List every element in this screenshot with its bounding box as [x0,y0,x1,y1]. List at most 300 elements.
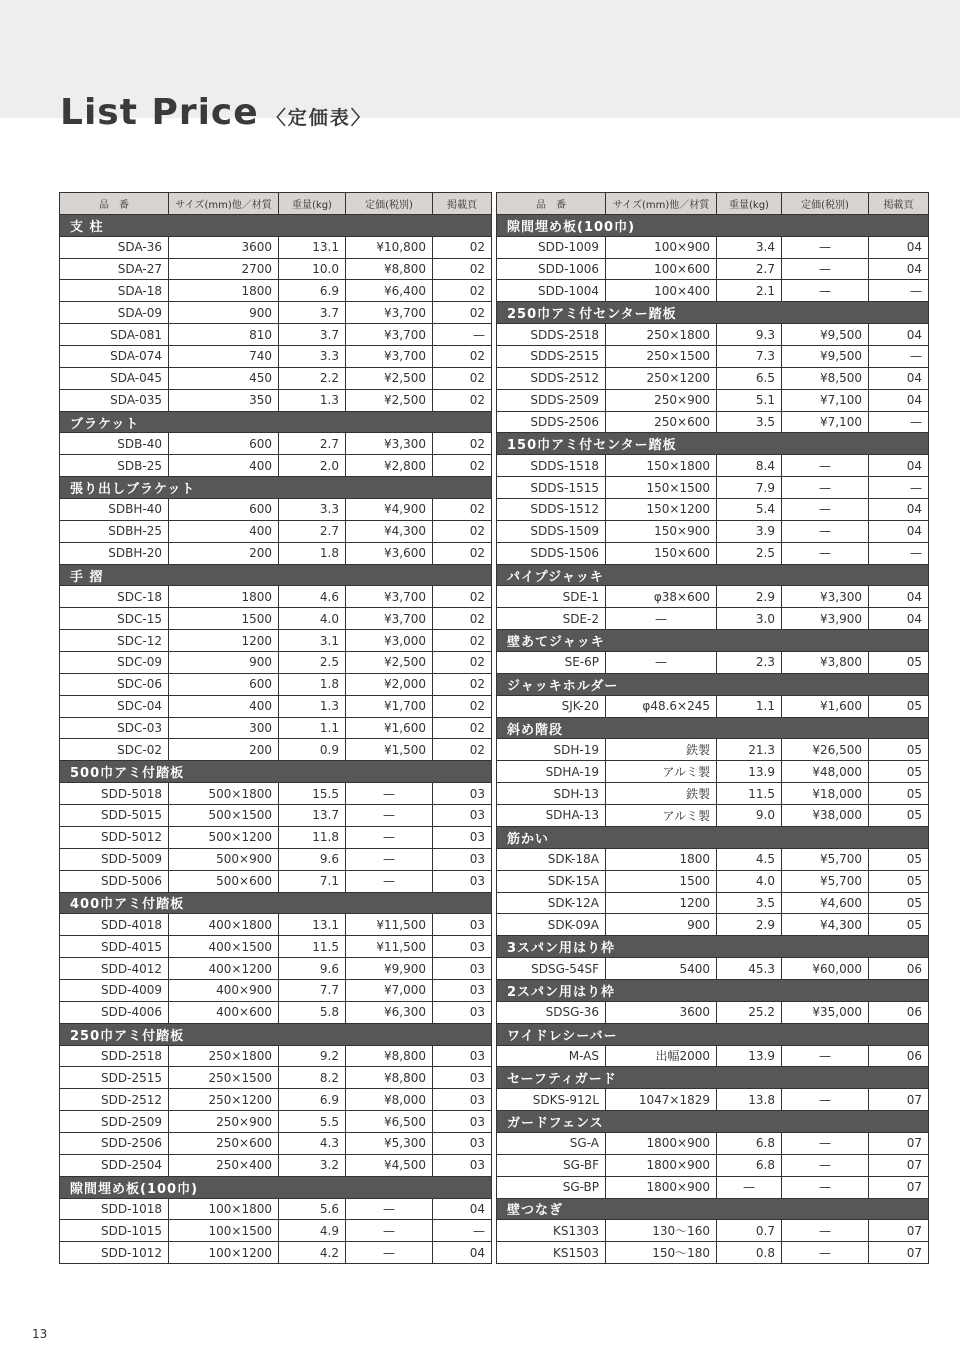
table-row [60,979,492,1001]
cell-weight: 8.4 [717,455,782,477]
cell-price: ¥3,700 [346,324,433,346]
price-table-right [496,192,929,1264]
cell-price: ¥3,300 [346,433,433,455]
cell-price: — [782,477,869,499]
cell-size: 500×900 [169,848,279,870]
cell-product-code: SDK-15A [497,870,606,892]
cell-product-code: SDDS-2506 [497,411,606,433]
cell-price: ¥3,900 [782,608,869,630]
cell-size: 100×1200 [169,1242,279,1264]
cell-size: 100×400 [606,280,717,302]
cell-weight: 3.7 [279,324,346,346]
cell-weight: 8.2 [279,1067,346,1089]
cell-page-ref: 06 [869,1001,929,1023]
cell-page-ref: 03 [433,979,492,1001]
table-row [497,892,929,914]
cell-page-ref: 02 [433,695,492,717]
table-row [60,324,492,346]
table-row [60,914,492,936]
table-row [497,280,929,302]
cell-weight: 5.6 [279,1198,346,1220]
cell-price: — [782,1154,869,1176]
cell-weight: 25.2 [717,1001,782,1023]
cell-product-code: SDD-5006 [60,870,169,892]
cell-page-ref: 03 [433,870,492,892]
cell-weight: 0.7 [717,1220,782,1242]
cell-price: ¥38,000 [782,805,869,827]
table-row [60,1242,492,1264]
cell-weight: 3.4 [717,236,782,258]
cell-size: 250×1800 [606,324,717,346]
cell-page-ref: 05 [869,652,929,674]
cell-size: 250×1500 [169,1067,279,1089]
table-row [60,389,492,411]
category-row [60,1176,492,1198]
cell-price: ¥6,300 [346,1001,433,1023]
cell-weight: 2.9 [717,914,782,936]
cell-price: — [346,870,433,892]
cell-size: 400×1800 [169,914,279,936]
cell-price: ¥5,700 [782,870,869,892]
table-row [497,1154,929,1176]
column-header-price: 定価(税別) [346,193,433,215]
category-label: パイプジャッキ [497,564,929,586]
category-row [60,761,492,783]
cell-product-code: SDB-40 [60,433,169,455]
category-row [497,979,929,1001]
table-row [60,717,492,739]
category-row [497,214,929,236]
cell-product-code: SDA-074 [60,346,169,368]
table-row [60,236,492,258]
cell-price: ¥35,000 [782,1001,869,1023]
cell-page-ref: 02 [433,739,492,761]
cell-page-ref: 07 [869,1176,929,1198]
cell-product-code: SDD-1006 [497,258,606,280]
cell-price: ¥3,300 [782,586,869,608]
cell-price: — [782,1220,869,1242]
cell-page-ref: 05 [869,870,929,892]
table-row [60,1067,492,1089]
cell-product-code: SDD-5012 [60,826,169,848]
cell-price: ¥8,800 [346,1045,433,1067]
cell-weight: 11.5 [279,936,346,958]
cell-price: ¥7,100 [782,411,869,433]
cell-price: — [782,520,869,542]
table-row [60,346,492,368]
cell-product-code: SDE-1 [497,586,606,608]
category-label: 筋かい [497,826,929,848]
cell-price: ¥4,300 [346,520,433,542]
column-header-page-ref: 掲載頁 [433,193,492,215]
cell-weight: 2.1 [717,280,782,302]
cell-price: ¥4,600 [782,892,869,914]
cell-page-ref: 05 [869,848,929,870]
cell-size: 150×1800 [606,455,717,477]
cell-page-ref: — [433,1220,492,1242]
table-row [497,258,929,280]
cell-product-code: SDDS-1518 [497,455,606,477]
cell-price: ¥3,700 [346,586,433,608]
column-header-weight: 重量(kg) [279,193,346,215]
cell-price: ¥2,800 [346,455,433,477]
cell-page-ref: 02 [433,280,492,302]
cell-size: 1500 [606,870,717,892]
cell-size: 250×600 [606,411,717,433]
cell-price: — [782,455,869,477]
cell-price: — [782,236,869,258]
cell-size: 100×900 [606,236,717,258]
category-label: 400巾アミ付踏板 [60,892,492,914]
cell-weight: 45.3 [717,958,782,980]
cell-weight: 3.9 [717,520,782,542]
cell-page-ref: 04 [869,455,929,477]
cell-price: — [346,1198,433,1220]
table-row [497,411,929,433]
header-row [60,193,492,215]
cell-weight: 9.3 [717,324,782,346]
table-row [60,302,492,324]
cell-page-ref: 04 [869,236,929,258]
cell-size: 400×1500 [169,936,279,958]
category-row [497,630,929,652]
cell-weight: 6.9 [279,1089,346,1111]
cell-product-code: SDE-2 [497,608,606,630]
cell-size: 130〜160 [606,1220,717,1242]
category-row [497,717,929,739]
cell-size: 500×1800 [169,783,279,805]
cell-page-ref: — [433,324,492,346]
cell-weight: 2.0 [279,455,346,477]
table-row [60,805,492,827]
column-header-size: サイズ(mm)他／材質 [169,193,279,215]
cell-page-ref: 02 [433,520,492,542]
cell-page-ref: — [869,542,929,564]
cell-price: ¥9,500 [782,346,869,368]
cell-price: ¥3,700 [346,346,433,368]
cell-page-ref: 03 [433,1111,492,1133]
cell-weight: 5.5 [279,1111,346,1133]
cell-weight: 2.2 [279,367,346,389]
category-row [497,1111,929,1133]
cell-page-ref: 03 [433,1089,492,1111]
category-row [60,564,492,586]
cell-page-ref: 03 [433,914,492,936]
category-label: 隙間埋め板(100巾) [60,1176,492,1198]
cell-weight: 3.7 [279,302,346,324]
cell-page-ref: — [869,411,929,433]
category-row [60,892,492,914]
category-label: 手 摺 [60,564,492,586]
cell-page-ref: 06 [869,1045,929,1067]
category-row [60,411,492,433]
table-row [497,477,929,499]
cell-size: 450 [169,367,279,389]
cell-price: ¥2,000 [346,673,433,695]
cell-weight: 2.3 [717,652,782,674]
cell-size: 600 [169,673,279,695]
category-row [497,826,929,848]
cell-price: ¥9,500 [782,324,869,346]
table-row [60,499,492,521]
cell-weight: 3.5 [717,892,782,914]
table-row [60,783,492,805]
cell-page-ref: 07 [869,1154,929,1176]
cell-size: 810 [169,324,279,346]
cell-weight: 4.0 [717,870,782,892]
cell-price: ¥3,600 [346,542,433,564]
cell-product-code: SDDS-2515 [497,346,606,368]
cell-price: ¥5,700 [782,848,869,870]
cell-product-code: SDD-5009 [60,848,169,870]
table-row [60,608,492,630]
cell-product-code: SG-A [497,1132,606,1154]
cell-size: 1800×900 [606,1176,717,1198]
category-label: 3スパン用はり枠 [497,936,929,958]
cell-weight: 5.1 [717,389,782,411]
cell-price: ¥1,600 [346,717,433,739]
cell-weight: 0.9 [279,739,346,761]
cell-page-ref: 02 [433,630,492,652]
cell-product-code: SDD-2509 [60,1111,169,1133]
cell-weight: 13.8 [717,1089,782,1111]
cell-product-code: SDBH-40 [60,499,169,521]
cell-page-ref: 03 [433,848,492,870]
cell-page-ref: 04 [869,367,929,389]
cell-weight: 2.5 [717,542,782,564]
cell-size: 1047×1829 [606,1089,717,1111]
category-label: 隙間埋め板(100巾) [497,214,929,236]
cell-size: 100×1800 [169,1198,279,1220]
cell-product-code: SDDS-1509 [497,520,606,542]
cell-product-code: SDHA-13 [497,805,606,827]
cell-weight: 21.3 [717,739,782,761]
cell-page-ref: 07 [869,1089,929,1111]
cell-price: ¥4,500 [346,1154,433,1176]
table-row [497,608,929,630]
cell-size: 350 [169,389,279,411]
cell-size: 1500 [169,608,279,630]
cell-size: 100×600 [606,258,717,280]
table-row [497,499,929,521]
table-row [497,805,929,827]
cell-product-code: SDA-035 [60,389,169,411]
cell-product-code: SDD-4018 [60,914,169,936]
table-row [60,1132,492,1154]
cell-weight: 2.5 [279,652,346,674]
cell-price: — [346,783,433,805]
cell-product-code: SDC-18 [60,586,169,608]
cell-page-ref: 03 [433,805,492,827]
cell-size: 250×1800 [169,1045,279,1067]
cell-product-code: SDB-25 [60,455,169,477]
cell-product-code: SDD-1018 [60,1198,169,1220]
cell-page-ref: 06 [869,958,929,980]
cell-price: — [346,1242,433,1264]
cell-price: ¥26,500 [782,739,869,761]
table-row [497,739,929,761]
cell-weight: 6.8 [717,1154,782,1176]
category-label: ブラケット [60,411,492,433]
cell-weight: 3.2 [279,1154,346,1176]
cell-product-code: SDD-2515 [60,1067,169,1089]
table-row [497,1045,929,1067]
cell-product-code: SG-BF [497,1154,606,1176]
cell-size: 500×600 [169,870,279,892]
cell-size: φ48.6×245 [606,695,717,717]
cell-page-ref: 04 [433,1198,492,1220]
cell-size: 900 [169,302,279,324]
page-number: 13 [32,1327,48,1341]
cell-product-code: SDK-18A [497,848,606,870]
cell-product-code: SDBH-25 [60,520,169,542]
cell-size: 250×900 [169,1111,279,1133]
column-header-price: 定価(税別) [782,193,869,215]
cell-product-code: SDD-2504 [60,1154,169,1176]
cell-product-code: SDD-5018 [60,783,169,805]
cell-weight: 13.1 [279,914,346,936]
cell-page-ref: 03 [433,1001,492,1023]
category-label: 張り出しブラケット [60,477,492,499]
cell-page-ref: 04 [869,520,929,542]
cell-price: ¥6,500 [346,1111,433,1133]
table-row [60,936,492,958]
page-title [60,92,372,133]
cell-weight: 15.5 [279,783,346,805]
category-row [497,302,929,324]
cell-weight: 4.2 [279,1242,346,1264]
cell-size: — [606,652,717,674]
category-label: 500巾アミ付踏板 [60,761,492,783]
cell-weight: 2.7 [279,433,346,455]
category-label: 斜め階段 [497,717,929,739]
cell-page-ref: — [869,477,929,499]
category-label: ワイドレシーバー [497,1023,929,1045]
cell-weight: 13.7 [279,805,346,827]
cell-page-ref: 02 [433,455,492,477]
cell-weight: 11.5 [717,783,782,805]
table-row [60,958,492,980]
cell-weight: 3.5 [717,411,782,433]
table-row [497,1242,929,1264]
cell-weight: 7.9 [717,477,782,499]
cell-size: 400×1200 [169,958,279,980]
cell-product-code: SDD-2518 [60,1045,169,1067]
cell-page-ref: 07 [869,1242,929,1264]
cell-price: ¥1,500 [346,739,433,761]
cell-weight: — [717,1176,782,1198]
cell-size: 2700 [169,258,279,280]
cell-size: 900 [606,914,717,936]
table-row [497,652,929,674]
column-header-page-ref: 掲載頁 [869,193,929,215]
cell-weight: 5.4 [717,499,782,521]
cell-price: ¥3,800 [782,652,869,674]
category-label: 壁あてジャッキ [497,630,929,652]
cell-price: ¥11,500 [346,914,433,936]
cell-price: ¥7,000 [346,979,433,1001]
category-row [497,1198,929,1220]
cell-price: — [782,1089,869,1111]
table-row [60,1198,492,1220]
cell-size: 250×1200 [606,367,717,389]
cell-product-code: SDC-15 [60,608,169,630]
cell-size: 1800 [169,586,279,608]
cell-page-ref: 05 [869,739,929,761]
cell-size: 1200 [606,892,717,914]
cell-size: 出幅2000 [606,1045,717,1067]
table-row [60,739,492,761]
cell-price: — [346,1220,433,1242]
table-row [497,761,929,783]
table-row [60,1154,492,1176]
table-row [60,367,492,389]
cell-weight: 9.0 [717,805,782,827]
table-row [60,258,492,280]
table-row [497,783,929,805]
cell-size: 1800×900 [606,1154,717,1176]
cell-page-ref: 05 [869,805,929,827]
cell-price: — [346,826,433,848]
table-row [60,695,492,717]
cell-product-code: SDDS-2518 [497,324,606,346]
cell-size: 250×900 [606,389,717,411]
cell-weight: 1.1 [717,695,782,717]
category-label: 250巾アミ付踏板 [60,1023,492,1045]
cell-page-ref: 05 [869,914,929,936]
column-header-product-code: 品 番 [497,193,606,215]
cell-product-code: SDD-5015 [60,805,169,827]
cell-product-code: SDK-12A [497,892,606,914]
cell-product-code: SDA-27 [60,258,169,280]
cell-page-ref: 02 [433,258,492,280]
cell-price: ¥5,300 [346,1132,433,1154]
cell-weight: 4.5 [717,848,782,870]
category-label: セーフティガード [497,1067,929,1089]
category-label: 支 柱 [60,214,492,236]
table-row [497,236,929,258]
cell-product-code: SDD-1004 [497,280,606,302]
cell-price: ¥1,600 [782,695,869,717]
cell-size: 740 [169,346,279,368]
cell-product-code: SDA-09 [60,302,169,324]
cell-weight: 1.3 [279,389,346,411]
cell-weight: 1.1 [279,717,346,739]
cell-price: — [346,805,433,827]
cell-price: — [782,1132,869,1154]
category-label: 150巾アミ付センター踏板 [497,433,929,455]
cell-product-code: KS1503 [497,1242,606,1264]
cell-product-code: SDD-4006 [60,1001,169,1023]
cell-size: 600 [169,433,279,455]
cell-size: 400 [169,695,279,717]
cell-size: 1800 [169,280,279,302]
table-row [60,673,492,695]
cell-price: ¥8,500 [782,367,869,389]
table-row [497,1089,929,1111]
cell-product-code: SDC-04 [60,695,169,717]
cell-page-ref: 04 [869,586,929,608]
cell-page-ref: 02 [433,586,492,608]
cell-product-code: SDC-06 [60,673,169,695]
cell-size: 400×900 [169,979,279,1001]
cell-size: 400 [169,455,279,477]
table-row [60,433,492,455]
table-row [497,914,929,936]
cell-page-ref: — [869,280,929,302]
cell-weight: 6.9 [279,280,346,302]
cell-weight: 2.7 [717,258,782,280]
